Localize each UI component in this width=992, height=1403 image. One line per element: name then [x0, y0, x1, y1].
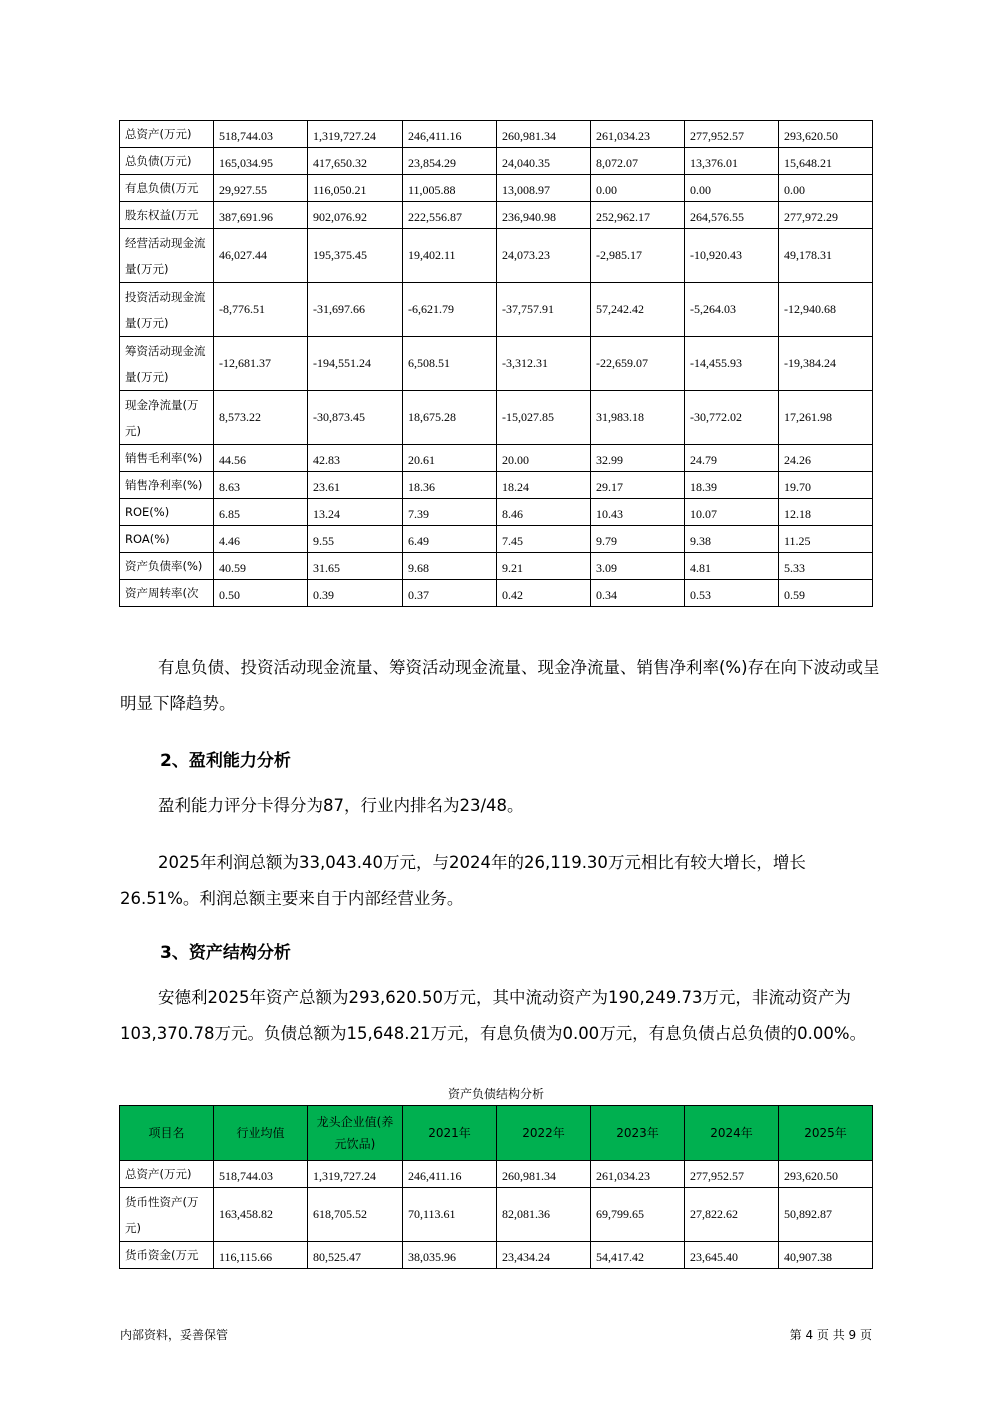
footer-page-number: 第 4 页 共 9 页 [789, 1328, 872, 1342]
table-cell: 9.21 [497, 553, 591, 580]
profit-growth-paragraph [120, 845, 880, 917]
table-cell: 44.56 [214, 445, 308, 472]
table-cell: -6,621.79 [403, 283, 497, 337]
column-header: 行业均值 [214, 1106, 308, 1161]
table-row [120, 202, 873, 229]
table-cell: 4.46 [214, 526, 308, 553]
table-cell: 42.83 [308, 445, 403, 472]
table-cell: 246,411.16 [403, 121, 497, 148]
table-cell: 31,983.18 [591, 391, 685, 445]
table-row [120, 1161, 873, 1188]
table-caption: 资产负债结构分析 [447, 1087, 544, 1101]
table-cell: -30,873.45 [308, 391, 403, 445]
table-cell: 116,050.21 [308, 175, 403, 202]
table-cell: 277,952.57 [685, 1161, 779, 1188]
table-cell: 40,907.38 [779, 1242, 873, 1269]
table-cell: -14,455.93 [685, 337, 779, 391]
table-cell: 54,417.42 [591, 1242, 685, 1269]
table-cell: 7.45 [497, 526, 591, 553]
table-cell: 260,981.34 [497, 121, 591, 148]
table-cell: -12,681.37 [214, 337, 308, 391]
table-row [120, 121, 873, 148]
balance-structure-table [119, 1105, 873, 1269]
table-cell: -2,985.17 [591, 229, 685, 283]
table-cell: 261,034.23 [591, 1161, 685, 1188]
table-cell: 618,705.52 [308, 1188, 403, 1242]
table-cell: 20.00 [497, 445, 591, 472]
table-cell: 13,008.97 [497, 175, 591, 202]
row-label: 销售净利率(%) [120, 472, 214, 499]
table-cell: -15,027.85 [497, 391, 591, 445]
table-cell: 13.24 [308, 499, 403, 526]
table-cell: 0.00 [591, 175, 685, 202]
table-cell: 0.53 [685, 580, 779, 607]
table-cell: 417,650.32 [308, 148, 403, 175]
table-cell: 17,261.98 [779, 391, 873, 445]
table-cell: 7.39 [403, 499, 497, 526]
table-cell: 8.63 [214, 472, 308, 499]
table-cell: 6,508.51 [403, 337, 497, 391]
trend-summary-text: 有息负债、投资活动现金流量、筹资活动现金流量、现金净流量、销售净利率(%)存在向下波动或呈明显下降趋势。 [120, 658, 880, 713]
table-cell: 12.18 [779, 499, 873, 526]
table-cell: 261,034.23 [591, 121, 685, 148]
table-cell: 29.17 [591, 472, 685, 499]
table-cell: 23.61 [308, 472, 403, 499]
table-row [120, 1242, 873, 1269]
table-cell: 9.68 [403, 553, 497, 580]
table-cell: 293,620.50 [779, 121, 873, 148]
table-cell: -12,940.68 [779, 283, 873, 337]
row-label: 股东权益(万元 [120, 202, 214, 229]
table-cell: 9.79 [591, 526, 685, 553]
table-cell: 6.49 [403, 526, 497, 553]
profitability-score-text: 盈利能力评分卡得分为87，行业内排名为23/48。 [158, 796, 524, 815]
table-cell: 13,376.01 [685, 148, 779, 175]
table-cell: 222,556.87 [403, 202, 497, 229]
table-cell: 18.36 [403, 472, 497, 499]
table-cell: 6.85 [214, 499, 308, 526]
table-cell: 57,242.42 [591, 283, 685, 337]
table-cell: 293,620.50 [779, 1161, 873, 1188]
asset-structure-text: 安德利2025年资产总额为293,620.50万元，其中流动资产为190,249.73万元，非流动资产为103,370.78万元。负债总额为15,648.21万元，有息负债为0.00万元，有息负债占总负债的0.00%。 [120, 988, 867, 1043]
financial-indicators-table [119, 120, 873, 607]
table-cell: -22,659.07 [591, 337, 685, 391]
table-cell: 5.33 [779, 553, 873, 580]
table-row [120, 526, 873, 553]
table-cell: 3.09 [591, 553, 685, 580]
table-cell: -37,757.91 [497, 283, 591, 337]
table-cell: 23,434.24 [497, 1242, 591, 1269]
table-cell: 32.99 [591, 445, 685, 472]
table-cell: 0.59 [779, 580, 873, 607]
table-row [120, 445, 873, 472]
table-row [120, 337, 873, 391]
table-cell: 15,648.21 [779, 148, 873, 175]
asset-structure-paragraph [120, 980, 880, 1052]
table-cell: 246,411.16 [403, 1161, 497, 1188]
table-cell: 29,927.55 [214, 175, 308, 202]
table-cell: 387,691.96 [214, 202, 308, 229]
table-cell: -19,384.24 [779, 337, 873, 391]
row-label: 现金净流量(万元) [120, 391, 214, 445]
table-cell: -31,697.66 [308, 283, 403, 337]
table-row [120, 553, 873, 580]
table-cell: 165,034.95 [214, 148, 308, 175]
table-cell: 0.50 [214, 580, 308, 607]
table-cell: 10.07 [685, 499, 779, 526]
table-cell: 40.59 [214, 553, 308, 580]
column-header: 2023年 [591, 1106, 685, 1161]
table-cell: 1,319,727.24 [308, 121, 403, 148]
table-cell: 277,952.57 [685, 121, 779, 148]
table-cell: 8,072.07 [591, 148, 685, 175]
table-cell: 116,115.66 [214, 1242, 308, 1269]
table-cell: 11.25 [779, 526, 873, 553]
table-cell: 0.39 [308, 580, 403, 607]
table-cell: 518,744.03 [214, 121, 308, 148]
table-cell: 24,073.23 [497, 229, 591, 283]
table-cell: 38,035.96 [403, 1242, 497, 1269]
table-cell: 18.24 [497, 472, 591, 499]
column-header: 2022年 [497, 1106, 591, 1161]
table-cell: 24,040.35 [497, 148, 591, 175]
column-header: 龙头企业值(养元饮品) [308, 1106, 403, 1161]
table-cell: -30,772.02 [685, 391, 779, 445]
table-row [120, 1188, 873, 1242]
table-cell: 195,375.45 [308, 229, 403, 283]
table-cell: 18.39 [685, 472, 779, 499]
table-cell: -10,920.43 [685, 229, 779, 283]
table-cell: 82,081.36 [497, 1188, 591, 1242]
row-label: 投资活动现金流量(万元) [120, 283, 214, 337]
row-label: 总资产(万元) [120, 1161, 214, 1188]
table-cell: 27,822.62 [685, 1188, 779, 1242]
table-cell: 69,799.65 [591, 1188, 685, 1242]
table-cell: 19.70 [779, 472, 873, 499]
table-cell: 11,005.88 [403, 175, 497, 202]
table-cell: 23,645.40 [685, 1242, 779, 1269]
table-cell: 9.38 [685, 526, 779, 553]
row-label: 货币资金(万元 [120, 1242, 214, 1269]
table-cell: 252,962.17 [591, 202, 685, 229]
column-header: 2021年 [403, 1106, 497, 1161]
row-label: 销售毛利率(%) [120, 445, 214, 472]
table-cell: -8,776.51 [214, 283, 308, 337]
row-label: 货币性资产(万元) [120, 1188, 214, 1242]
row-label: ROA(%) [120, 526, 214, 553]
table-cell: 23,854.29 [403, 148, 497, 175]
table-row [120, 391, 873, 445]
table-cell: 8.46 [497, 499, 591, 526]
row-label: 资产负债率(%) [120, 553, 214, 580]
row-label: ROE(%) [120, 499, 214, 526]
table-row [120, 472, 873, 499]
table-cell: 70,113.61 [403, 1188, 497, 1242]
table-cell: 0.37 [403, 580, 497, 607]
table-cell: 18,675.28 [403, 391, 497, 445]
row-label: 总负债(万元) [120, 148, 214, 175]
table-cell: 8,573.22 [214, 391, 308, 445]
table-cell: 80,525.47 [308, 1242, 403, 1269]
table-row [120, 175, 873, 202]
column-header: 2025年 [779, 1106, 873, 1161]
table-cell: 236,940.98 [497, 202, 591, 229]
table-cell: 0.42 [497, 580, 591, 607]
column-header: 2024年 [685, 1106, 779, 1161]
table-cell: 31.65 [308, 553, 403, 580]
row-label: 经营活动现金流量(万元) [120, 229, 214, 283]
table-row [120, 229, 873, 283]
column-header: 项目名 [120, 1106, 214, 1161]
table-cell: 9.55 [308, 526, 403, 553]
table-cell: 24.26 [779, 445, 873, 472]
table-cell: 0.00 [685, 175, 779, 202]
table-cell: 20.61 [403, 445, 497, 472]
section-heading-profitability: 2、盈利能力分析 [160, 751, 291, 771]
table-row [120, 499, 873, 526]
table-cell: 902,076.92 [308, 202, 403, 229]
trend-summary-paragraph [120, 650, 880, 722]
table-cell: 277,972.29 [779, 202, 873, 229]
table-row [120, 580, 873, 607]
profit-growth-text: 2025年利润总额为33,043.40万元，与2024年的26,119.30万元相比有较大增长，增长26.51%。利润总额主要来自于内部经营业务。 [120, 853, 806, 908]
table-cell: 50,892.87 [779, 1188, 873, 1242]
table-cell: 24.79 [685, 445, 779, 472]
table-cell: -5,264.03 [685, 283, 779, 337]
table-cell: 264,576.55 [685, 202, 779, 229]
row-label: 筹资活动现金流量(万元) [120, 337, 214, 391]
section-heading-asset-structure: 3、资产结构分析 [160, 943, 291, 963]
table-cell: 19,402.11 [403, 229, 497, 283]
row-label: 有息负债(万元 [120, 175, 214, 202]
table-cell: 46,027.44 [214, 229, 308, 283]
table-cell: 163,458.82 [214, 1188, 308, 1242]
table-cell: 1,319,727.24 [308, 1161, 403, 1188]
table-cell: 518,744.03 [214, 1161, 308, 1188]
table-row [120, 148, 873, 175]
table-cell: 10.43 [591, 499, 685, 526]
profitability-score-paragraph [120, 788, 880, 824]
table-cell: 4.81 [685, 553, 779, 580]
table-cell: -194,551.24 [308, 337, 403, 391]
table-cell: 260,981.34 [497, 1161, 591, 1188]
table-row [120, 283, 873, 337]
table-cell: -3,312.31 [497, 337, 591, 391]
table-cell: 0.34 [591, 580, 685, 607]
row-label: 总资产(万元) [120, 121, 214, 148]
table-cell: 49,178.31 [779, 229, 873, 283]
footer-confidential: 内部资料，妥善保管 [120, 1328, 229, 1342]
table-cell: 0.00 [779, 175, 873, 202]
row-label: 资产周转率(次 [120, 580, 214, 607]
